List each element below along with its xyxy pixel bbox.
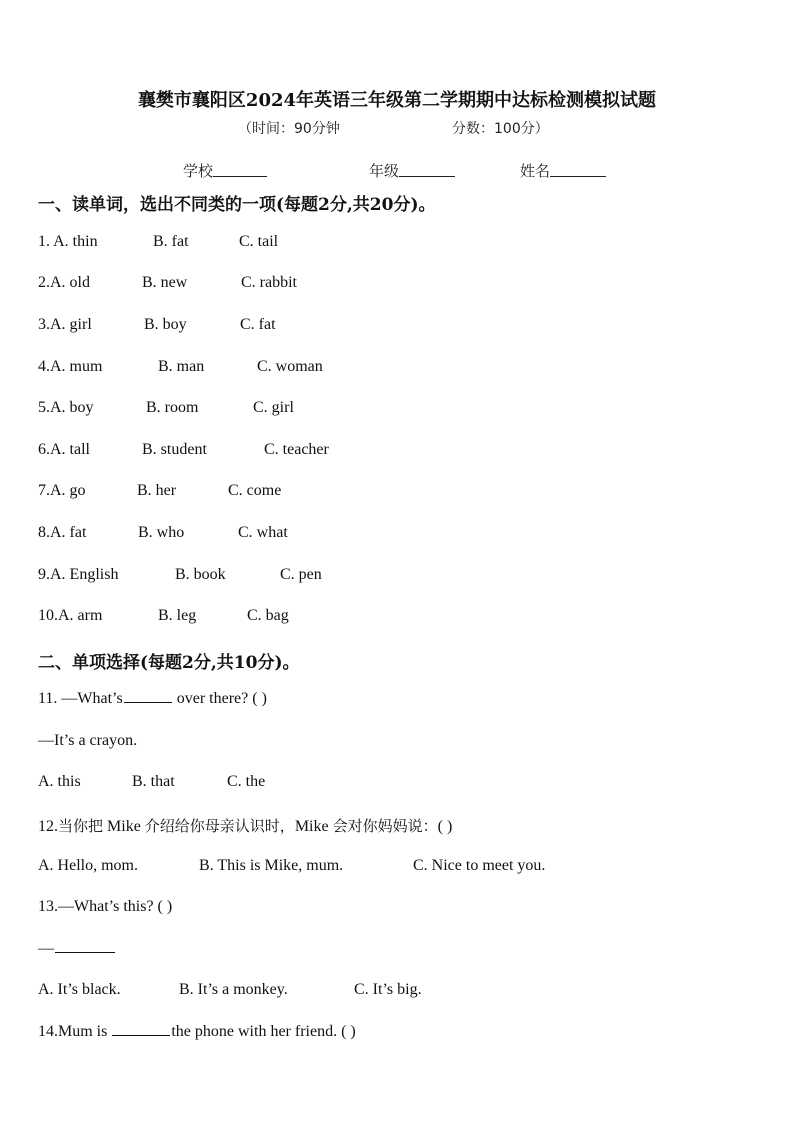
question-14-stem bbox=[38, 1023, 356, 1041]
option-b[interactable]: B. room bbox=[146, 399, 199, 416]
school-blank[interactable] bbox=[213, 160, 267, 177]
option-a[interactable]: A. boy bbox=[50, 399, 94, 416]
option-a[interactable]: A. fat bbox=[50, 524, 87, 541]
exam-title: 襄樊市襄阳区2024年英语三年级第二学期期中达标检测模拟试题 bbox=[137, 90, 657, 111]
option-c[interactable]: C. tail bbox=[239, 233, 279, 250]
question-number: 6. bbox=[38, 441, 50, 458]
option-b[interactable]: B. that bbox=[132, 773, 175, 790]
option-b[interactable]: B. student bbox=[142, 441, 207, 458]
time-limit: （时间：90分钟 bbox=[238, 121, 340, 137]
option-a[interactable]: A. English bbox=[50, 566, 119, 583]
option-a[interactable]: A. arm bbox=[58, 607, 103, 624]
q14-suffix: the phone with her friend. ( ) bbox=[171, 1023, 356, 1040]
question-12-stem bbox=[38, 815, 452, 836]
question-number: 5. bbox=[38, 399, 50, 416]
option-b[interactable]: B. fat bbox=[153, 233, 189, 250]
q12-text-3: 会对你妈妈说： bbox=[332, 817, 438, 835]
question-number: 8. bbox=[38, 524, 50, 541]
q12-text-1: 当你把 bbox=[58, 817, 104, 835]
option-b[interactable]: B. book bbox=[175, 566, 226, 583]
option-b[interactable]: B. who bbox=[138, 524, 185, 541]
q13-answer-line bbox=[38, 940, 116, 958]
option-c[interactable]: C. come bbox=[228, 482, 282, 499]
option-a[interactable]: A. tall bbox=[50, 441, 90, 458]
q12-number: 12. bbox=[38, 818, 58, 835]
option-a[interactable]: A. thin bbox=[53, 233, 98, 250]
question-number: 4. bbox=[38, 358, 50, 375]
option-b[interactable]: B. leg bbox=[158, 607, 197, 624]
option-c[interactable]: C. pen bbox=[280, 566, 322, 583]
option-c[interactable]: C. woman bbox=[257, 358, 323, 375]
total-score: 分数：100分） bbox=[452, 121, 549, 137]
question-13-stem: 13.—What’s this? ( ) bbox=[38, 898, 173, 915]
option-c[interactable]: C. what bbox=[238, 524, 288, 541]
section1-heading: 一、读单词，选出不同类的一项(每题2分,共20分)。 bbox=[38, 195, 436, 215]
q12-paren: ( ) bbox=[437, 818, 453, 835]
option-a[interactable]: A. go bbox=[50, 482, 86, 499]
question-number: 3. bbox=[38, 316, 50, 333]
option-c[interactable]: C. rabbit bbox=[241, 274, 297, 291]
option-a[interactable]: A. It’s black. bbox=[38, 981, 121, 998]
option-b[interactable]: B. boy bbox=[144, 316, 187, 333]
q11-answer-line: —It’s a crayon. bbox=[38, 732, 138, 749]
q13-dash: — bbox=[38, 940, 54, 957]
q14-blank[interactable] bbox=[112, 1034, 170, 1036]
option-a[interactable]: A. old bbox=[50, 274, 90, 291]
q13-blank[interactable] bbox=[55, 951, 115, 953]
option-b[interactable]: B. new bbox=[142, 274, 188, 291]
option-b[interactable]: B. man bbox=[158, 358, 205, 375]
name-blank[interactable] bbox=[550, 160, 606, 177]
name-label: 姓名 bbox=[520, 162, 551, 180]
option-c[interactable]: C. teacher bbox=[264, 441, 329, 458]
q12-text-2: 介绍给你母亲认识时， bbox=[144, 817, 295, 835]
question-number: 10. bbox=[38, 607, 58, 624]
option-c[interactable]: C. Nice to meet you. bbox=[413, 857, 546, 874]
question-number: 1. bbox=[38, 233, 54, 250]
q12-name-1: Mike bbox=[103, 818, 145, 835]
option-a[interactable]: A. Hello, mom. bbox=[38, 857, 138, 874]
q11-suffix: over there? ( ) bbox=[176, 690, 267, 707]
name-field bbox=[520, 160, 550, 181]
grade-blank[interactable] bbox=[399, 160, 455, 177]
option-c[interactable]: C. girl bbox=[253, 399, 294, 416]
question-number: 9. bbox=[38, 566, 50, 583]
q12-name-2: Mike bbox=[294, 818, 333, 835]
question-number: 7. bbox=[38, 482, 50, 499]
grade-field bbox=[369, 160, 399, 181]
option-c[interactable]: C. the bbox=[227, 773, 266, 790]
option-b[interactable]: B. This is Mike, mum. bbox=[199, 857, 344, 874]
option-a[interactable]: A. girl bbox=[50, 316, 92, 333]
school-label: 学校 bbox=[183, 162, 214, 180]
school-field bbox=[183, 160, 213, 181]
question-11-stem bbox=[38, 690, 267, 708]
option-b[interactable]: B. It’s a monkey. bbox=[179, 981, 288, 998]
option-c[interactable]: C. bag bbox=[247, 607, 289, 624]
option-c[interactable]: C. fat bbox=[240, 316, 276, 333]
option-a[interactable]: A. this bbox=[38, 773, 81, 790]
option-b[interactable]: B. her bbox=[137, 482, 177, 499]
section2-heading: 二、单项选择(每题2分,共10分)。 bbox=[38, 653, 300, 673]
q11-blank[interactable] bbox=[124, 701, 172, 703]
q11-prefix: 11. —What’s bbox=[38, 690, 123, 707]
question-number: 2. bbox=[38, 274, 50, 291]
option-c[interactable]: C. It’s big. bbox=[354, 981, 422, 998]
grade-label: 年级 bbox=[369, 162, 400, 180]
q14-prefix: 14.Mum is bbox=[38, 1023, 112, 1040]
option-a[interactable]: A. mum bbox=[50, 358, 103, 375]
